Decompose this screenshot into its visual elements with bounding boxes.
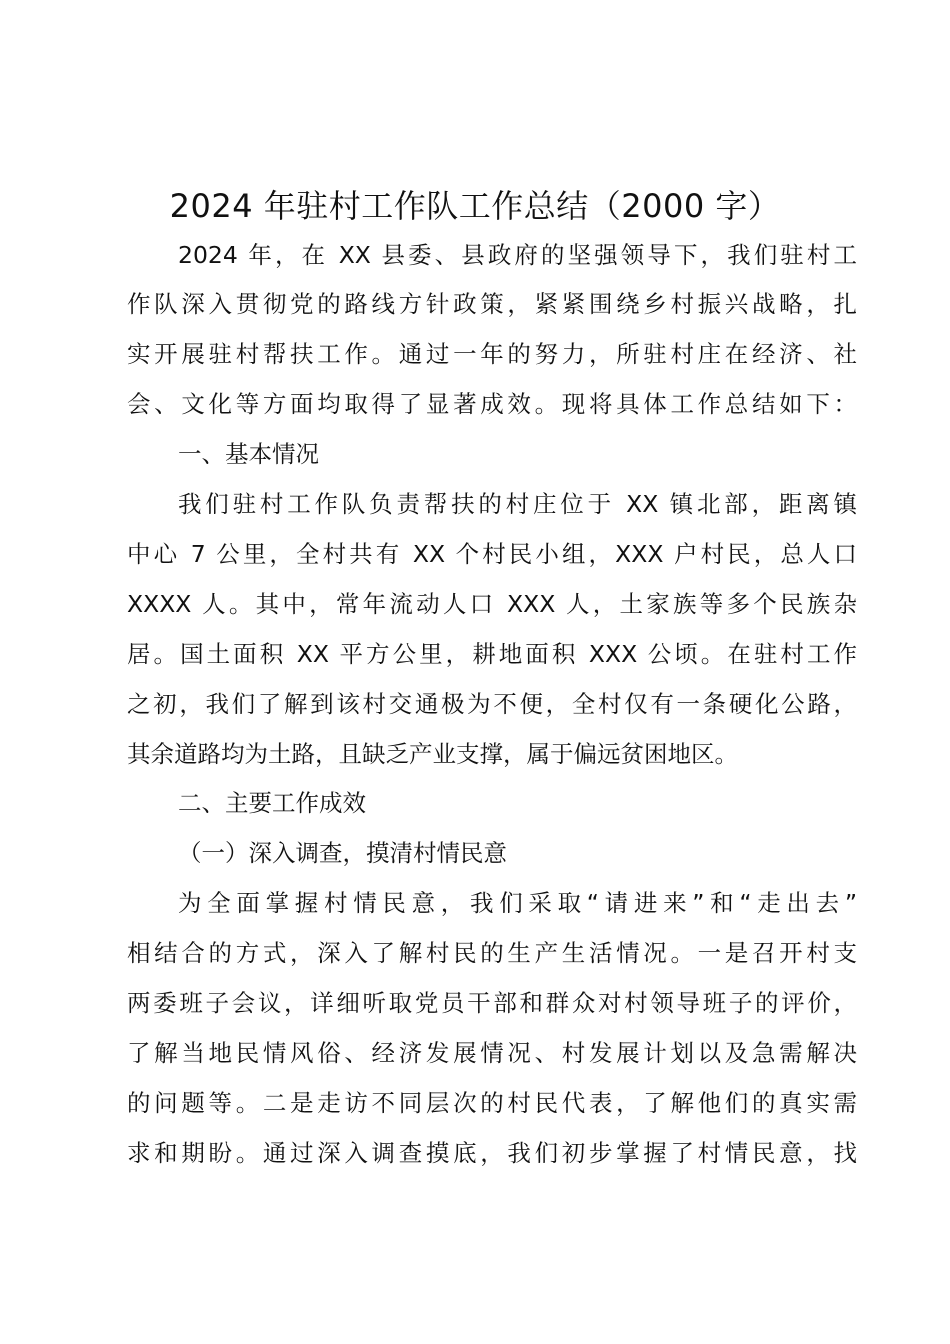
subsection-heading: （一）深入调查，摸清村情民意 xyxy=(178,839,507,867)
paragraph-line: 了解当地民情风俗、经济发展情况、村发展计划以及急需解决 xyxy=(127,1039,857,1067)
paragraph-line: 之初，我们了解到该村交通极为不便，全村仅有一条硬化公路， xyxy=(127,690,857,718)
paragraph-line: 作队深入贯彻党的路线方针政策，紧紧围绕乡村振兴战略，扎 xyxy=(127,290,857,318)
paragraph-line: 2024 年，在 XX 县委、县政府的坚强领导下，我们驻村工 xyxy=(178,241,857,269)
paragraph-line: 其余道路均为土路，且缺乏产业支撑，属于偏远贫困地区。 xyxy=(127,740,738,768)
document-title: 2024 年驻村工作队工作总结（2000 字） xyxy=(169,187,781,225)
paragraph-line: 居。国土面积 XX 平方公里，耕地面积 XXX 公顷。在驻村工作 xyxy=(127,640,857,668)
paragraph-line: 求和期盼。通过深入调查摸底，我们初步掌握了村情民意，找 xyxy=(127,1139,857,1167)
paragraph-line: 我们驻村工作队负责帮扶的村庄位于 XX 镇北部，距离镇 xyxy=(178,490,857,518)
paragraph-line: 会、文化等方面均取得了显著成效。现将具体工作总结如下： xyxy=(127,390,857,418)
paragraph-line: XXXX 人。其中，常年流动人口 XXX 人，土家族等多个民族杂 xyxy=(127,590,857,618)
paragraph-line: 的问题等。二是走访不同层次的村民代表，了解他们的真实需 xyxy=(127,1089,857,1117)
paragraph-line: 实开展驻村帮扶工作。通过一年的努力，所驻村庄在经济、社 xyxy=(127,340,857,368)
paragraph-line: 为全面掌握村情民意，我们采取“请进来”和“走出去” xyxy=(178,889,857,917)
section-heading: 二、主要工作成效 xyxy=(178,789,366,817)
paragraph-line: 两委班子会议，详细听取党员干部和群众对村领导班子的评价， xyxy=(127,989,857,1017)
paragraph-line: 中心 7 公里，全村共有 XX 个村民小组，XXX 户村民，总人口 xyxy=(127,540,857,568)
paragraph-line: 相结合的方式，深入了解村民的生产生活情况。一是召开村支 xyxy=(127,939,857,967)
section-heading: 一、基本情况 xyxy=(178,440,319,468)
